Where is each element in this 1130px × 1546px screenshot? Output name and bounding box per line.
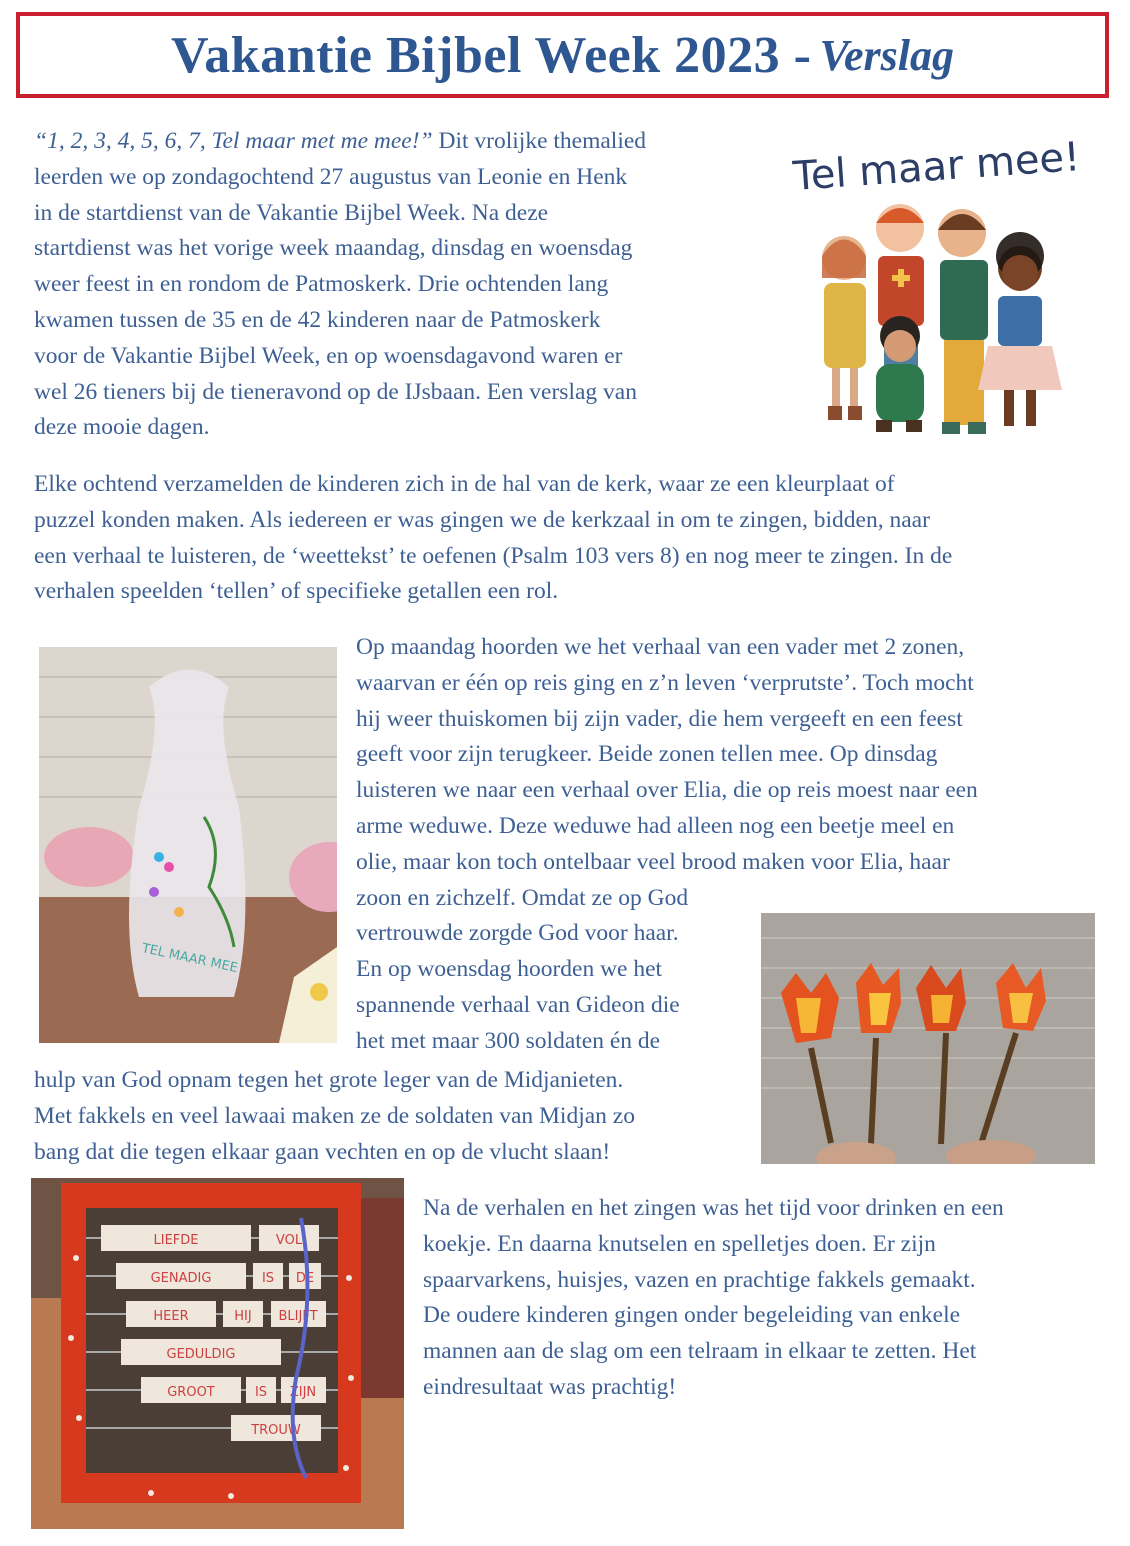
torches-photo	[761, 913, 1095, 1164]
paragraph-morning-routine: Elke ochtend verzamelden de kinderen zich in de hal van de kerk, waar ze een kleurplaat of puzzel konden maken. Als iedereen er was gingen we de kerkzaal in om te zingen, bidden, naar een verhaal te luisteren, de ‘weettekst’ te oefenen (Psalm 103 vers 8) en nog meer te zingen. In de verhalen speelden ‘tellen’ of specifieke getallen een rol.	[34, 471, 953, 605]
intro-line: startdienst was het vorige week maandag, dinsdag en woensdag	[34, 235, 633, 262]
svg-text:GEDULDIG: GEDULDIG	[166, 1347, 236, 1362]
svg-text:GENADIG: GENADIG	[150, 1271, 212, 1286]
svg-text:LIEFDE: LIEFDE	[153, 1233, 199, 1248]
paragraph-stories-continued: hulp van God opnam tegen het grote leger van de Midjanieten. Met fakkels en veel lawaai maken ze de soldaten van Midjan zo bang dat die tegen elkaar gaan vechten en op de vlucht slaan!	[34, 1067, 635, 1165]
svg-text:BLIJFT: BLIJFT	[278, 1309, 318, 1324]
abacus-photo	[31, 1178, 404, 1529]
svg-text:DE: DE	[295, 1271, 315, 1286]
svg-text:IS: IS	[261, 1271, 275, 1286]
svg-text:ZIJN: ZIJN	[289, 1385, 317, 1400]
theme-logo-illustration	[792, 128, 1082, 448]
paragraph-crafts: Na de verhalen en het zingen was het tijd voor drinken en een koekje. En daarna knutselen en spelletjes doen. Er zijn spaarvarkens, huisjes, vazen en prachtige fakkels gemaakt. De oudere kinderen gingen onder begeleiding van enkele mannen aan de slag om een telraam in elkaar te zetten. Het eindresultaat was prachtig!	[423, 1195, 1004, 1400]
intro-paragraph	[34, 124, 754, 446]
page-subtitle: Verslag	[819, 30, 954, 80]
svg-text:HEER: HEER	[153, 1309, 189, 1324]
vase-photo	[39, 647, 337, 1043]
svg-text:TROUW: TROUW	[251, 1423, 301, 1438]
intro-line: leerden we op zondagochtend 27 augustus van Leonie en Henk	[34, 163, 628, 190]
svg-text:GROOT: GROOT	[167, 1385, 215, 1400]
logo-text: Tel maar mee!	[792, 134, 1082, 200]
svg-text:IS: IS	[254, 1385, 268, 1400]
intro-line: weer feest in en rondom de Patmoskerk. Drie ochtenden lang	[34, 271, 609, 298]
intro-line: deze mooie dagen.	[34, 414, 210, 441]
intro-line: voor de Vakantie Bijbel Week, en op woensdagavond waren er	[34, 342, 623, 369]
svg-text:VOL: VOL	[275, 1233, 303, 1248]
theme-song-quote: “1, 2, 3, 4, 5, 6, 7, Tel maar met me mee!”	[34, 128, 433, 154]
title-box	[16, 12, 1109, 98]
svg-text:HIJ: HIJ	[234, 1309, 252, 1324]
intro-line: kwamen tussen de 35 en de 42 kinderen naar de Patmoskerk	[34, 306, 601, 333]
vase-lettering: TEL MAAR MEE	[140, 941, 240, 977]
paragraph-stories: Op maandag hoorden we het verhaal van een vader met 2 zonen, waarvan er één op reis ging en z’n leven ‘verprutste’. Toch mocht hij weer thuiskomen bij zijn vader, die hem vergeeft en een feest geeft voor zijn terugkeer. Beide zonen tellen mee. Op dinsdag luisteren we naar een verhaal over Elia, die op reis moest naar een arme weduwe. Deze weduwe had alleen nog een beetje meel en olie, maar kon toch ontelbaar veel brood maken voor Elia, haar zoon en zichzelf. Omdat ze op God vertrouwde zorgde God voor haar. En op woensdag hoorden we het spannende verhaal van Gideon die het met maar 300 soldaten én de	[356, 634, 978, 1054]
intro-line: in de startdienst van de Vakantie Bijbel Week. Na deze	[34, 199, 549, 226]
page-title: Vakantie Bijbel Week 2023 -	[171, 26, 812, 84]
intro-line: wel 26 tieners bij de tieneravond op de IJsbaan. Een verslag van	[34, 378, 637, 405]
intro-line: “1, 2, 3, 4, 5, 6, 7, Tel maar met me mee!” Dit vrolijke themalied	[34, 128, 647, 154]
